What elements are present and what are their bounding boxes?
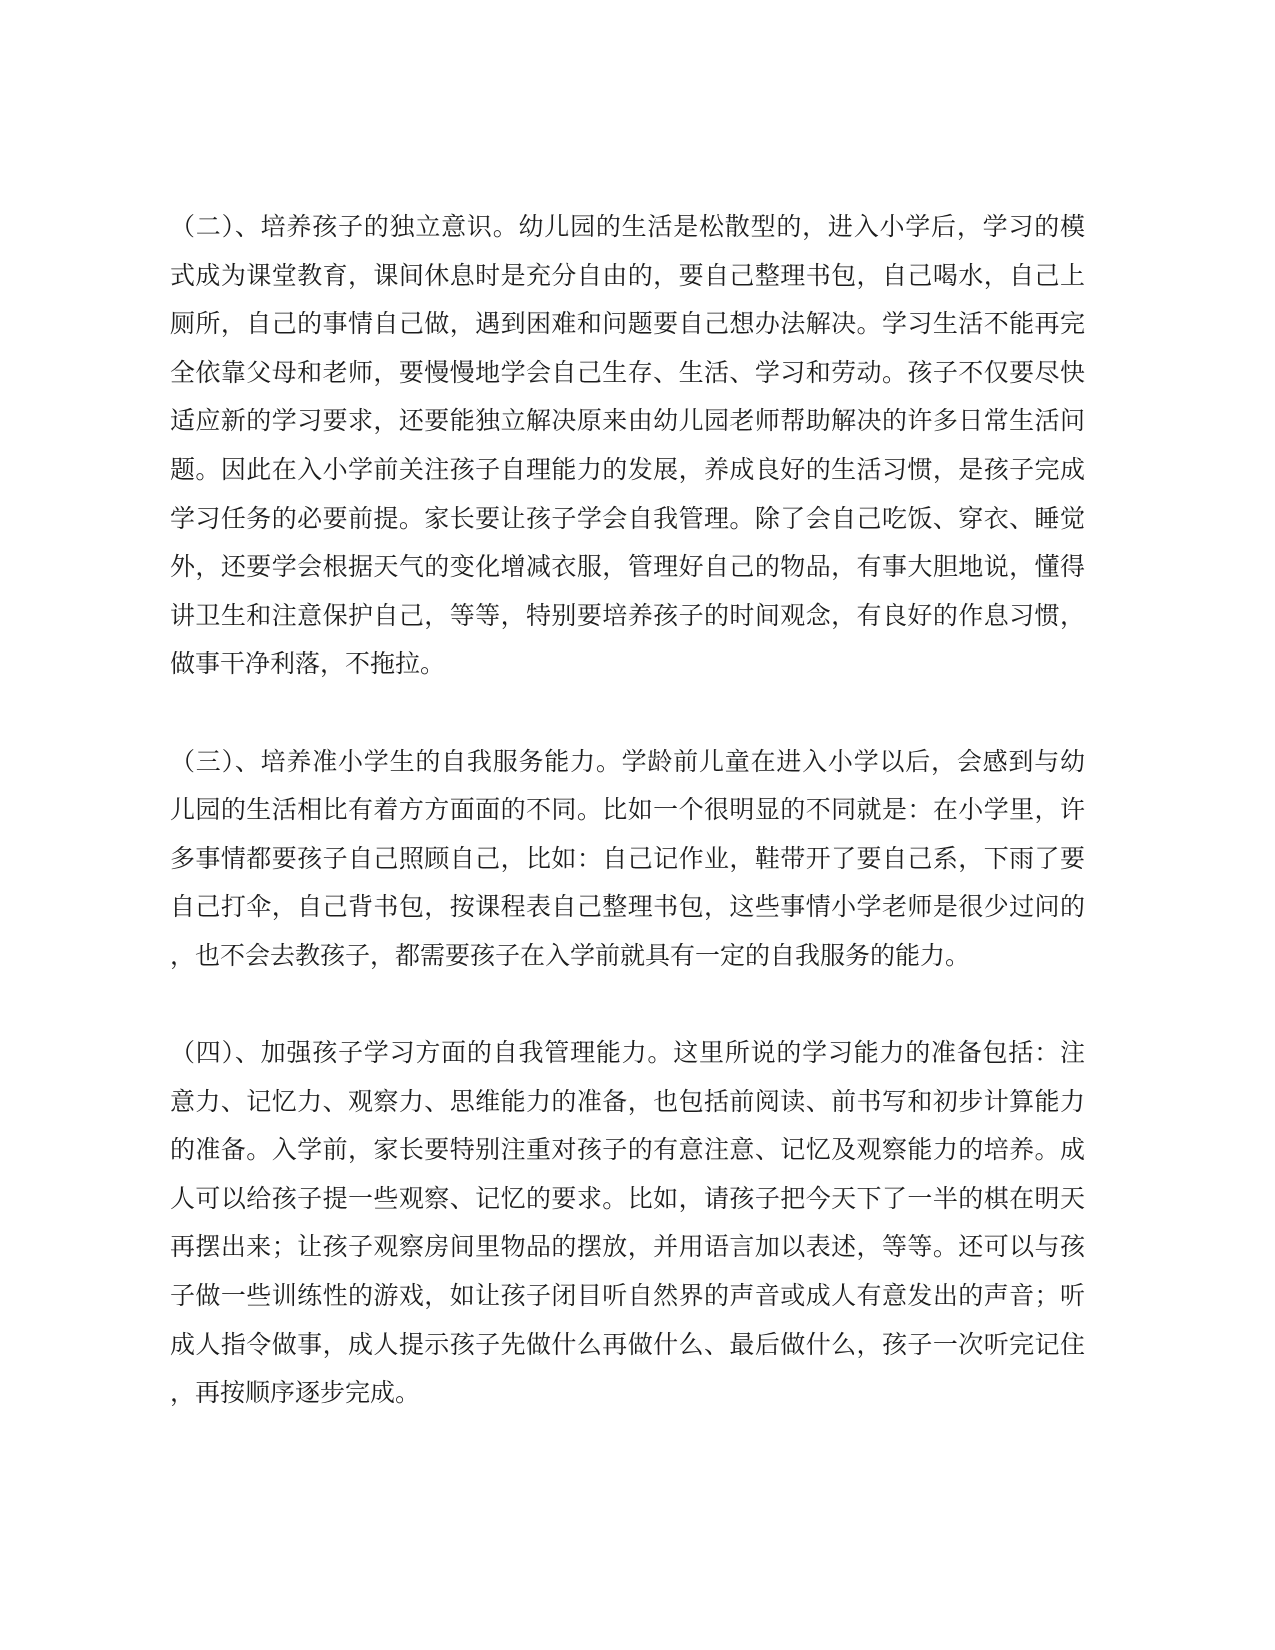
text-line: 儿园的生活相比有着方方面面的不同。比如一个很明显的不同就是：在小学里，许 bbox=[170, 795, 1085, 825]
text-line: 成人指令做事，成人提示孩子先做什么再做什么、最后做什么，孩子一次听完记住 bbox=[170, 1329, 1085, 1359]
text-line: （四）、加强孩子学习方面的自我管理能力。这里所说的学习能力的准备包括：注 bbox=[170, 1038, 1085, 1068]
text-line: 再摆出来；让孩子观察房间里物品的摆放，并用语言加以表述，等等。还可以与孩 bbox=[170, 1232, 1085, 1262]
text-line: 外，还要学会根据天气的变化增减衣服，管理好自己的物品，有事大胆地说，懂得 bbox=[170, 552, 1085, 582]
text-line: 适应新的学习要求，还要能独立解决原来由幼儿园老师帮助解决的许多日常生活问 bbox=[170, 406, 1085, 436]
paragraph-1 bbox=[170, 203, 1085, 689]
text-line: 人可以给孩子提一些观察、记忆的要求。比如，请孩子把今天下了一半的棋在明天 bbox=[170, 1183, 1085, 1213]
text-line: ，再按顺序逐步完成。 bbox=[170, 1378, 421, 1408]
text-line: 式成为课堂教育，课间休息时是充分自由的，要自己整理书包，自己喝水，自己上 bbox=[170, 260, 1085, 290]
document-text bbox=[170, 203, 1085, 1418]
text-line: 意力、记忆力、观察力、思维能力的准备，也包括前阅读、前书写和初步计算能力 bbox=[170, 1086, 1085, 1116]
text-line: （二）、培养孩子的独立意识。幼儿园的生活是松散型的，进入小学后，学习的模 bbox=[170, 212, 1085, 241]
text-line: 多事情都要孩子自己照顾自己，比如：自己记作业，鞋带开了要自己系，下雨了要 bbox=[170, 843, 1085, 873]
paragraph-3 bbox=[170, 1029, 1085, 1418]
text-line: 的准备。入学前，家长要特别注重对孩子的有意注意、记忆及观察能力的培养。成 bbox=[170, 1135, 1085, 1165]
text-line: 做事干净利落，不拖拉。 bbox=[170, 649, 446, 679]
text-line: 学习任务的必要前提。家长要让孩子学会自我管理。除了会自己吃饭、穿衣、睡觉 bbox=[170, 503, 1085, 533]
text-line: 全依靠父母和老师，要慢慢地学会自己生存、生活、学习和劳动。孩子不仅要尽快 bbox=[170, 357, 1085, 387]
text-line: （三）、培养准小学生的自我服务能力。学龄前儿童在进入小学以后，会感到与幼 bbox=[170, 746, 1085, 776]
text-line: 厕所，自己的事情自己做，遇到困难和问题要自己想办法解决。学习生活不能再完 bbox=[170, 309, 1085, 339]
text-line: ，也不会去教孩子，都需要孩子在入学前就具有一定的自我服务的能力。 bbox=[170, 940, 971, 970]
paragraph-2 bbox=[170, 738, 1085, 981]
text-line: 题。因此在入小学前关注孩子自理能力的发展，养成良好的生活习惯，是孩子完成 bbox=[170, 454, 1085, 484]
text-line: 子做一些训练性的游戏，如让孩子闭目听自然界的声音或成人有意发出的声音；听 bbox=[170, 1281, 1085, 1311]
text-line: 讲卫生和注意保护自己，等等，特别要培养孩子的时间观念，有良好的作息习惯， bbox=[170, 600, 1085, 630]
text-line: 自己打伞，自己背书包，按课程表自己整理书包，这些事情小学老师是很少过问的 bbox=[170, 892, 1085, 922]
